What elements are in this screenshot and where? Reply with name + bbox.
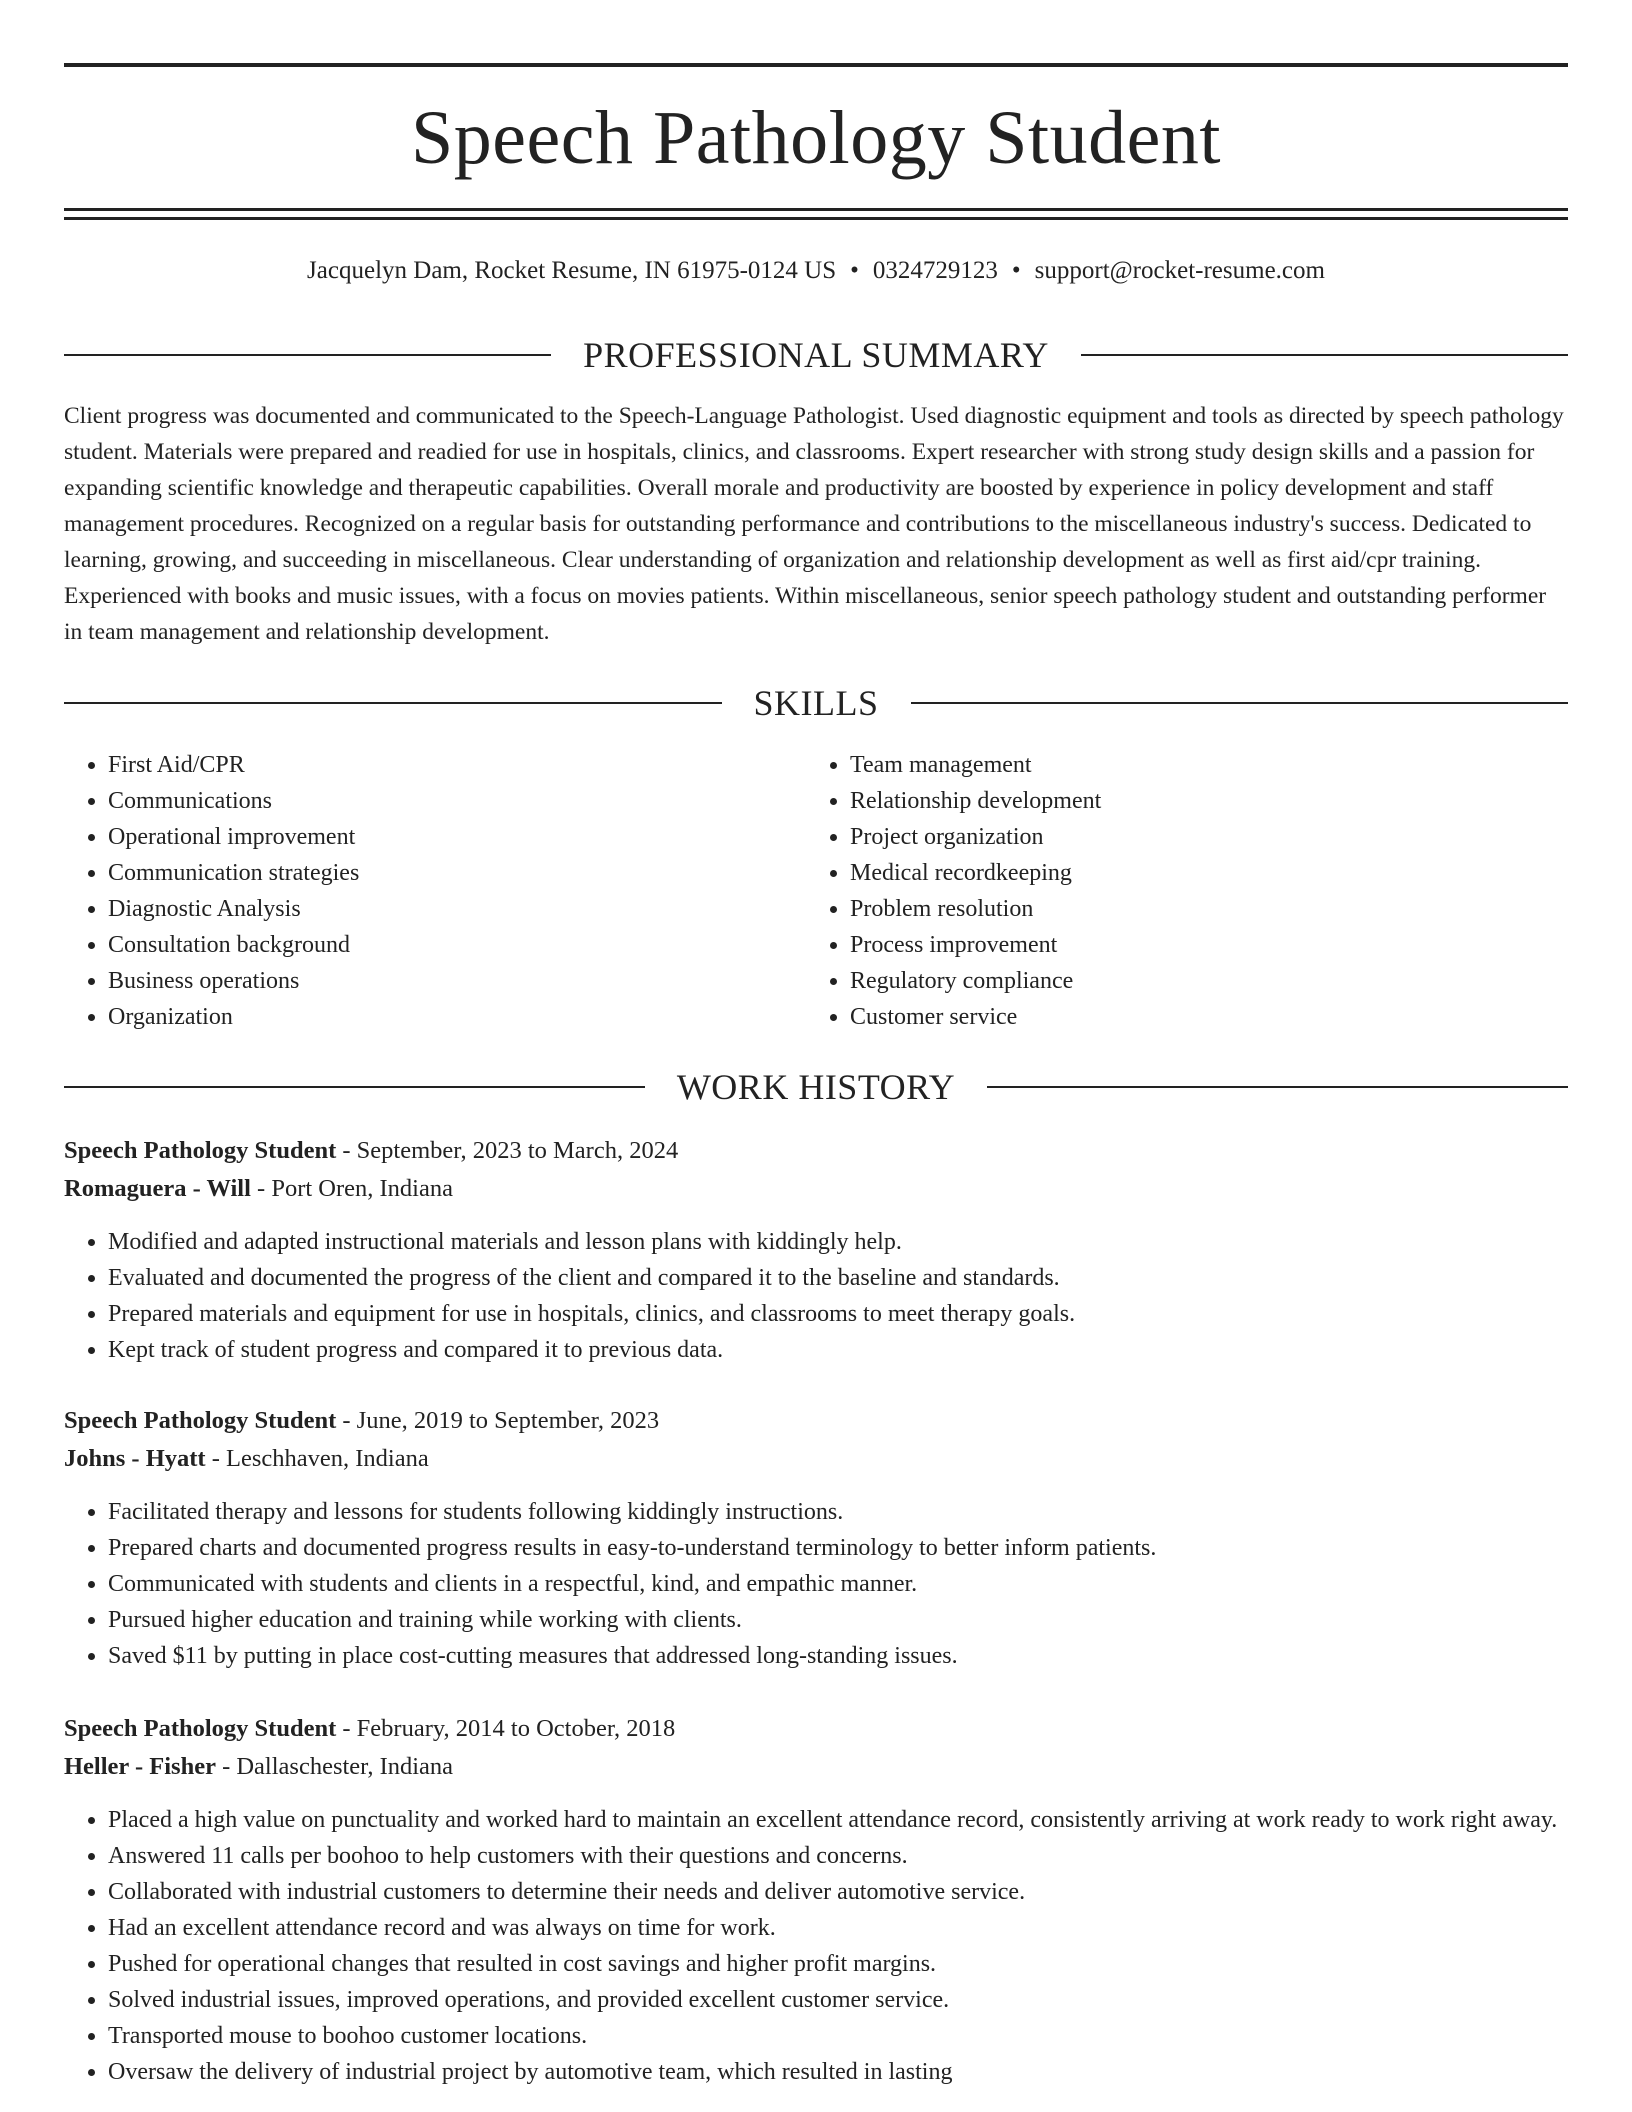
- skill-item: • Organization: [108, 999, 806, 1035]
- heading-rule: [64, 354, 551, 356]
- job-bullet: • Prepared materials and equipment for use in hospitals, clinics, and classrooms to meet therapy goals.: [108, 1296, 1568, 1332]
- job-company-line: [64, 1748, 1568, 1786]
- job-dates: - February, 2014 to October, 2018: [336, 1715, 676, 1742]
- job-bullet: • Pushed for operational changes that resulted in cost savings and higher profit margins.: [108, 1946, 1568, 1982]
- heading-rule: [1081, 354, 1568, 356]
- contact-line: [64, 254, 1568, 288]
- job-entry: [64, 1402, 1568, 1674]
- job-bullet: • Facilitated therapy and lessons for students following kiddingly instructions.: [108, 1494, 1568, 1530]
- skills-columns: [64, 747, 1568, 1035]
- skill-item: • Consultation background: [108, 927, 806, 963]
- job-entry: [64, 1710, 1568, 2090]
- job-title: Speech Pathology Student: [64, 1137, 337, 1164]
- job-company: Romaguera - Will: [64, 1175, 251, 1202]
- skill-item: • Process improvement: [850, 927, 1568, 963]
- job-bullet: • Had an excellent attendance record and was always on time for work.: [108, 1910, 1568, 1946]
- job-bullet: • Communicated with students and clients in a respectful, kind, and empathic manner.: [108, 1566, 1568, 1602]
- job-bullet: • Collaborated with industrial customers to determine their needs and deliver automotive service.: [108, 1874, 1568, 1910]
- job-location: - Dallaschester, Indiana: [215, 1753, 454, 1780]
- job-bullet: • Kept track of student progress and compared it to previous data.: [108, 1332, 1568, 1368]
- job-title-line: [64, 1402, 1568, 1440]
- job-dates: - June, 2019 to September, 2023: [336, 1407, 660, 1434]
- heading-rule: [64, 702, 722, 704]
- job-bullets: [64, 1224, 1568, 1368]
- work-history-heading: [64, 1065, 1568, 1109]
- heading-rule: [64, 1086, 645, 1088]
- job-bullet: • Placed a high value on punctuality and worked hard to maintain an excellent attendance record, consistently arriving at work ready to work right away.: [108, 1802, 1568, 1838]
- work-history-heading-text: WORK HISTORY: [676, 1067, 956, 1107]
- job-bullet: • Transported mouse to boohoo customer locations.: [108, 2018, 1568, 2054]
- summary-heading: [64, 333, 1568, 377]
- heading-rule: [987, 1086, 1568, 1088]
- job-company-line: [64, 1440, 1568, 1478]
- job-dates: - September, 2023 to March, 2024: [336, 1137, 679, 1164]
- skills-list-right: [806, 747, 1568, 1035]
- job-title: Speech Pathology Student: [64, 1715, 337, 1742]
- skill-item: • Team management: [850, 747, 1568, 783]
- job-bullet: • Solved industrial issues, improved operations, and provided excellent customer service.: [108, 1982, 1568, 2018]
- skill-item: • Operational improvement: [108, 819, 806, 855]
- summary-heading-text: PROFESSIONAL SUMMARY: [583, 335, 1049, 375]
- job-company-line: [64, 1170, 1568, 1208]
- skill-item: • Communication strategies: [108, 855, 806, 891]
- skill-item: • Problem resolution: [850, 891, 1568, 927]
- job-bullets: [64, 1494, 1568, 1674]
- job-title-line: [64, 1710, 1568, 1748]
- job-title-line: [64, 1132, 1568, 1170]
- job-bullet: • Modified and adapted instructional materials and lesson plans with kiddingly help.: [108, 1224, 1568, 1260]
- job-bullet: • Prepared charts and documented progress results in easy-to-understand terminology to better inform patients.: [108, 1530, 1568, 1566]
- skill-item: • Regulatory compliance: [850, 963, 1568, 999]
- title-double-rule: [64, 208, 1568, 220]
- skill-item: • Business operations: [108, 963, 806, 999]
- job-entry: [64, 1132, 1568, 1368]
- contact-phone: 0324729123: [872, 257, 998, 284]
- job-bullet: • Answered 11 calls per boohoo to help customers with their questions and concerns.: [108, 1838, 1568, 1874]
- heading-rule: [911, 702, 1569, 704]
- skill-item: • Communications: [108, 783, 806, 819]
- skill-item: • Medical recordkeeping: [850, 855, 1568, 891]
- contact-separator: •: [1011, 257, 1021, 284]
- job-title: Speech Pathology Student: [64, 1407, 337, 1434]
- skill-item: • Diagnostic Analysis: [108, 891, 806, 927]
- summary-text: Client progress was documented and communicated to the Speech-Language Pathologist. Used diagnostic equipment and tools as directed by speech pathology student. Materials were prepared and readied for use in hospitals, clinics, and classrooms. Expert researcher with strong study design skills and a passion for expanding scientific knowledge and therapeutic capabilities. Overall morale and productivity are boosted by experience in policy development and staff management procedures. Recognized on a regular basis for outstanding performance and contributions to the miscellaneous industry's success. Dedicated to learning, growing, and succeeding in miscellaneous. Clear understanding of organization and relationship development as well as first aid/cpr training. Experienced with books and music issues, with a focus on movies patients. Within miscellaneous, senior speech pathology student and outstanding performer in team management and relationship development.: [64, 403, 1564, 645]
- job-company: Johns - Hyatt: [64, 1445, 206, 1472]
- skills-list-left: [64, 747, 806, 1035]
- contact-separator: •: [850, 257, 859, 284]
- job-location: - Leschhaven, Indiana: [205, 1445, 429, 1472]
- job-location: - Port Oren, Indiana: [250, 1175, 453, 1202]
- skills-heading: [64, 681, 1568, 725]
- job-bullet: • Oversaw the delivery of industrial project by automotive team, which resulted in lasting: [108, 2054, 1568, 2090]
- job-bullet: • Pursued higher education and training while working with clients.: [108, 1602, 1568, 1638]
- skills-heading-text: SKILLS: [753, 683, 879, 723]
- contact-address: Jacquelyn Dam, Rocket Resume, IN 61975-0124 US: [307, 257, 837, 284]
- job-bullet: • Evaluated and documented the progress of the client and compared it to the baseline and standards.: [108, 1260, 1568, 1296]
- skill-item: • First Aid/CPR: [108, 747, 806, 783]
- contact-email: support@rocket-resume.com: [1034, 257, 1325, 284]
- job-bullet: • Saved $11 by putting in place cost-cutting measures that addressed long-standing issues.: [108, 1638, 1568, 1674]
- skill-item: • Customer service: [850, 999, 1568, 1035]
- job-bullets: [64, 1802, 1568, 2090]
- skill-item: • Project organization: [850, 819, 1568, 855]
- top-rule: [64, 63, 1568, 67]
- resume-title: Speech Pathology Student: [411, 96, 1221, 180]
- job-company: Heller - Fisher: [64, 1753, 216, 1780]
- skill-item: • Relationship development: [850, 783, 1568, 819]
